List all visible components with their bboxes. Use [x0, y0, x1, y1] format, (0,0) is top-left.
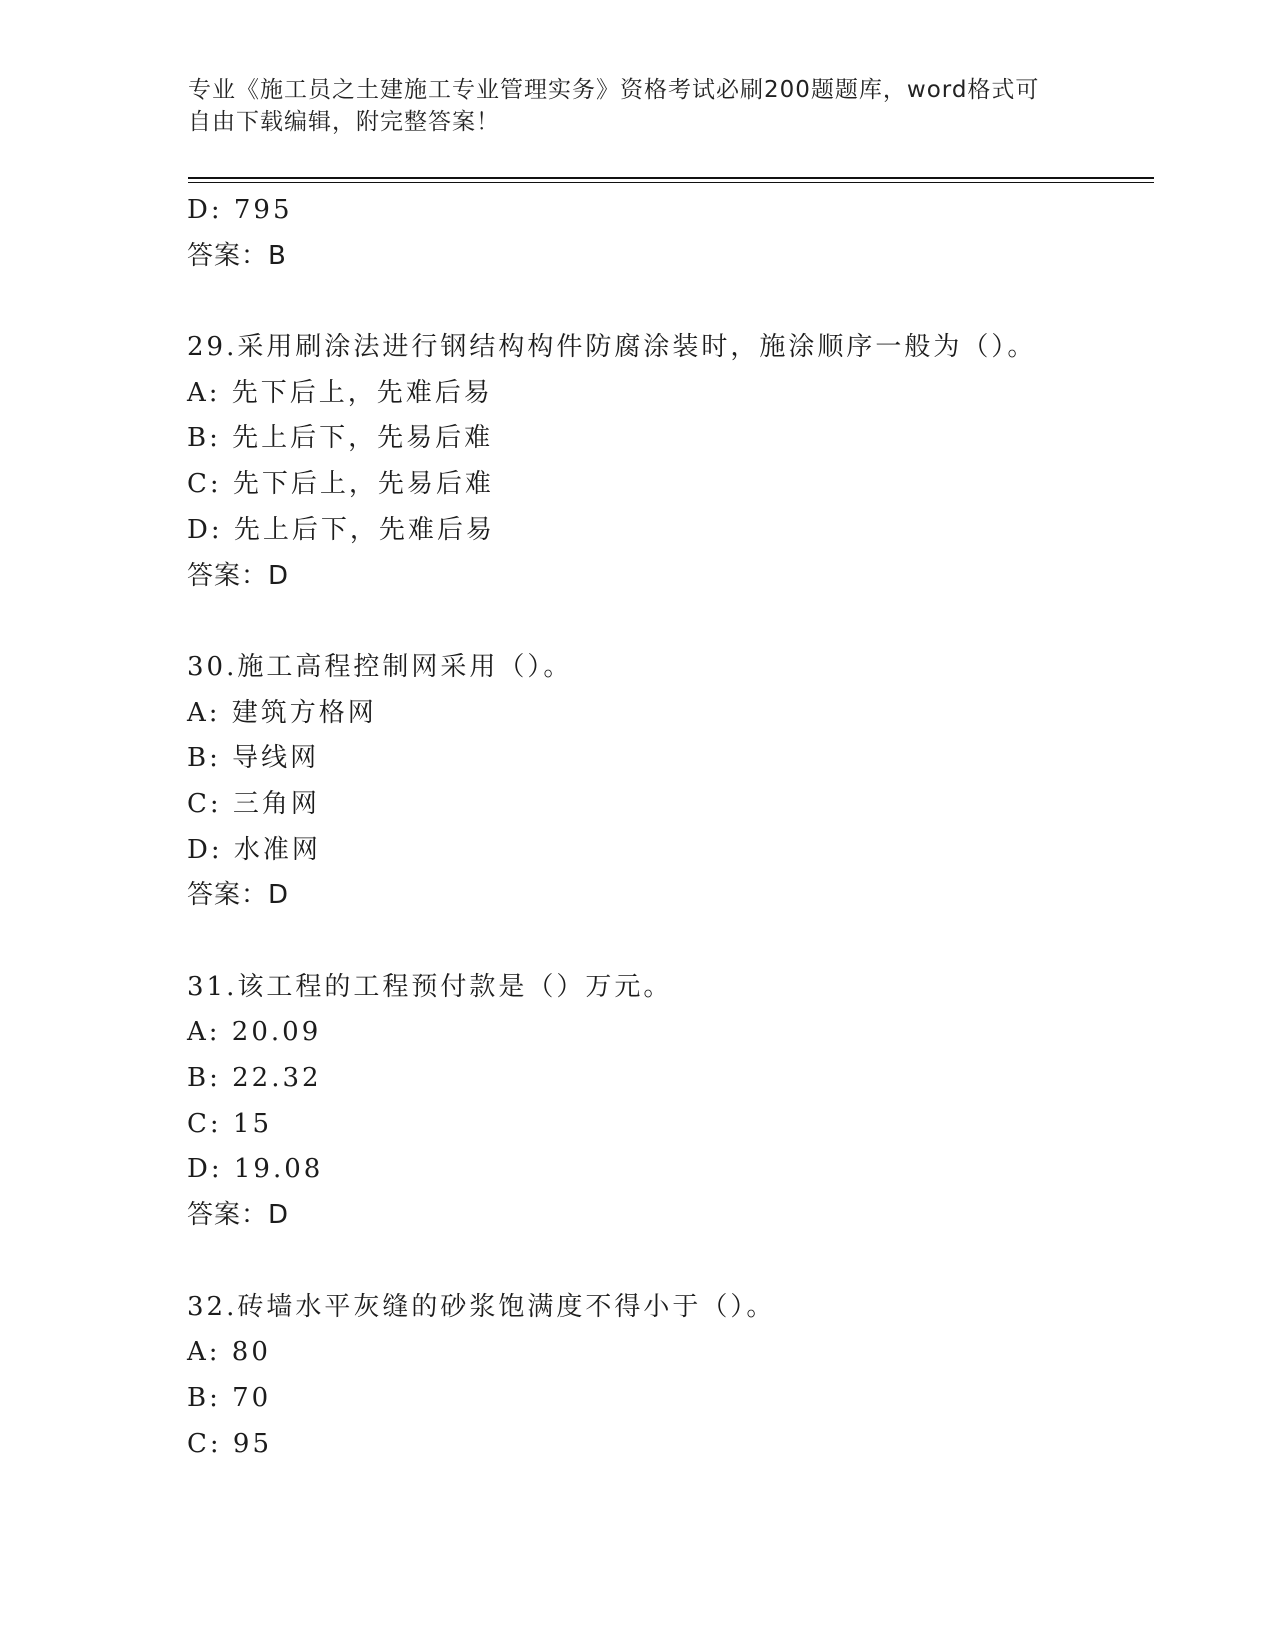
question-stem: 32.砖墙水平灰缝的砂浆饱满度不得小于（）。: [187, 1291, 776, 1322]
option-c: C: 先下后上，先易后难: [187, 469, 494, 500]
spacer: [187, 919, 1147, 965]
option-b: B: 70: [187, 1382, 272, 1413]
spacer: [187, 599, 1147, 645]
option-d: D: 先上后下，先难后易: [187, 514, 495, 545]
header-line-1: 专业《施工员之土建施工专业管理实务》资格考试必刷200题题库，word格式可: [188, 77, 1040, 103]
question-stem: 29.采用刷涂法进行钢结构构件防腐涂装时，施涂顺序一般为（）。: [187, 332, 1037, 363]
answer-label: 答案：D: [187, 880, 290, 911]
question-stem: 30.施工高程控制网采用（）。: [187, 651, 573, 682]
question-32: [187, 1285, 1147, 1468]
header-divider-thin: [188, 182, 1154, 183]
option-a: A: 80: [187, 1337, 271, 1368]
option-b: B: 先上后下，先易后难: [187, 423, 494, 454]
option-d: D: 795: [187, 195, 293, 225]
option-c: C: 15: [187, 1108, 273, 1139]
question-31: [187, 965, 1147, 1239]
header-divider-thick: [188, 177, 1154, 179]
option-a: A: 20.09: [187, 1017, 322, 1048]
header-line-2: 自由下载编辑，附完整答案！: [188, 109, 500, 135]
answer-label: 答案：B: [187, 240, 287, 271]
answer-label: 答案：D: [187, 1200, 290, 1231]
question-stem: 31.该工程的工程预付款是（）万元。: [187, 971, 673, 1002]
option-a: A: 建筑方格网: [187, 697, 377, 728]
answer-label: 答案：D: [187, 560, 290, 591]
question-30: [187, 645, 1147, 919]
spacer: [187, 1239, 1147, 1285]
question-28-tail: [187, 188, 1147, 279]
question-29: [187, 325, 1147, 599]
document-header: [188, 74, 1068, 138]
question-list: [187, 188, 1147, 1467]
option-c: C: 三角网: [187, 788, 320, 819]
option-a: A: 先下后上，先难后易: [187, 377, 493, 408]
option-b: B: 导线网: [187, 743, 320, 774]
option-d: D: 水准网: [187, 834, 321, 865]
spacer: [187, 279, 1147, 325]
option-b: B: 22.32: [187, 1063, 322, 1094]
option-d: D: 19.08: [187, 1154, 324, 1185]
option-c: C: 95: [187, 1428, 273, 1459]
